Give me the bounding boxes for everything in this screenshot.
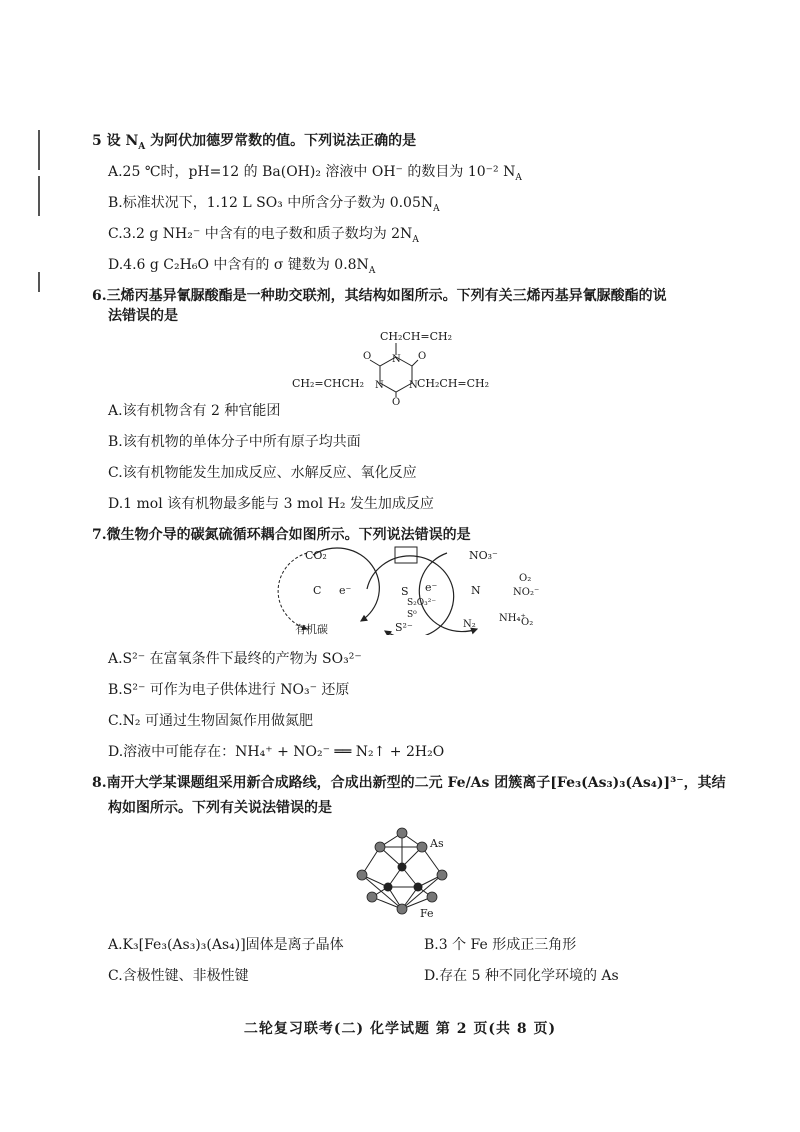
sulfur-label: S xyxy=(401,585,409,598)
carbon-label: C xyxy=(313,584,322,597)
q8-option-c: C.含极性键、非极性键 xyxy=(108,968,249,984)
electron-right-label: e⁻ xyxy=(425,581,438,594)
q6-option-d: D.1 mol 该有机物最多能与 3 mol H₂ 发生加成反应 xyxy=(108,496,434,512)
thiosulfate-label: S₂O₃²⁻ xyxy=(407,598,437,608)
n2-label: N₂ xyxy=(463,619,476,630)
sulfide-label: S²⁻ xyxy=(395,621,413,634)
q8-stem-line1: 8.南开大学某课题组采用新合成路线，合成出新型的二元 Fe/As 团簇离子[Fe₃(As₃)₃(As₄)]³⁻，其结 xyxy=(92,775,726,791)
fe-label: Fe xyxy=(420,907,434,920)
o-label-right: O xyxy=(418,351,427,362)
q6-option-b: B.该有机物的单体分子中所有原子均共面 xyxy=(108,434,361,450)
s0-label: S⁰ xyxy=(407,610,417,620)
o-label-left: O xyxy=(363,351,372,362)
organic-carbon-label: 有机碳 xyxy=(295,623,328,635)
q7-option-d: D.溶液中可能存在：NH₄⁺ + NO₂⁻ ══ N₂↑ + 2H₂O xyxy=(108,744,445,760)
q5-option-b: B.标准状况下，1.12 L SO₃ 中所含分子数为 $0.05N_A$ xyxy=(108,195,440,214)
q6-structure-diagram xyxy=(290,325,510,405)
blank-box xyxy=(395,547,417,563)
right-allyl-group: CH₂CH=CH₂ xyxy=(417,377,490,390)
co2-label: CO₂ xyxy=(305,549,327,562)
o-label-bottom: O xyxy=(392,397,401,405)
nitrate-label: NO₃⁻ xyxy=(469,549,498,562)
nitrite-label: NO₂⁻ xyxy=(513,587,540,598)
nitrogen-label: N xyxy=(471,584,481,597)
electron-left-label: e⁻ xyxy=(339,584,352,597)
q5-option-d: D.4.6 g C₂H₆O 中含有的 σ 键数为 $0.8N_A$ xyxy=(108,257,376,276)
q7-option-a: A.S²⁻ 在富氧条件下最终的产物为 SO₃²⁻ xyxy=(108,651,362,667)
q7-stem: 7.微生物介导的碳氮硫循环耦合如图所示。下列说法错误的是 xyxy=(92,527,471,543)
n-label-top: N xyxy=(392,354,401,365)
q7-option-b: B.S²⁻ 可作为电子供体进行 NO₃⁻ 还原 xyxy=(108,682,350,698)
top-allyl-group: CH₂CH=CH₂ xyxy=(380,330,453,343)
margin-line xyxy=(38,176,40,216)
q7-option-c: C.N₂ 可通过生物固氮作用做氮肥 xyxy=(108,713,313,729)
margin-line xyxy=(38,130,40,170)
margin-line xyxy=(38,272,40,292)
q8-stem-line2: 构如图所示。下列有关说法错误的是 xyxy=(108,800,332,816)
q8-option-b: B.3 个 Fe 形成正三角形 xyxy=(424,937,577,953)
n-label-left: N xyxy=(375,380,384,391)
n-label-right: N xyxy=(409,380,418,391)
q6-option-a: A.该有机物含有 2 种官能团 xyxy=(108,403,281,419)
o2-bottom-label: O₂ xyxy=(521,617,534,628)
q8-option-d: D.存在 5 种不同化学环境的 As xyxy=(424,968,619,984)
q5-option-a: A.25 ℃时，pH=12 的 Ba(OH)₂ 溶液中 OH⁻ 的数目为 10⁻² $N_A$ xyxy=(108,164,522,183)
q6-stem-line2: 法错误的是 xyxy=(108,308,178,324)
as-label: As xyxy=(430,837,444,850)
ammonium-label: NH₄⁺ xyxy=(499,613,526,624)
left-allyl-group: CH₂=CHCH₂ xyxy=(292,377,365,390)
q7-cycle-diagram xyxy=(265,543,555,635)
q5-stem: 5 设 $N_A$ 为阿伏加德罗常数的值。下列说法正确的是 xyxy=(92,133,417,152)
page-footer: 二轮复习联考(二) 化学试题 第 2 页(共 8 页) xyxy=(243,1021,557,1037)
q8-option-a: A.K₃[Fe₃(As₃)₃(As₄)]固体是离子晶体 xyxy=(108,937,344,953)
o2-top-label: O₂ xyxy=(519,573,532,584)
q6-stem-line1: 6.三烯丙基异氰脲酸酯是一种助交联剂，其结构如图所示。下列有关三烯丙基异氰脲酸酯的说 xyxy=(92,288,667,304)
q6-option-c: C.该有机物能发生加成反应、水解反应、氧化反应 xyxy=(108,465,417,481)
q5-option-c: C.3.2 g NH₂⁻ 中含有的电子数和质子数均为 $2N_A$ xyxy=(108,226,419,245)
q8-cluster-diagram xyxy=(350,825,460,925)
